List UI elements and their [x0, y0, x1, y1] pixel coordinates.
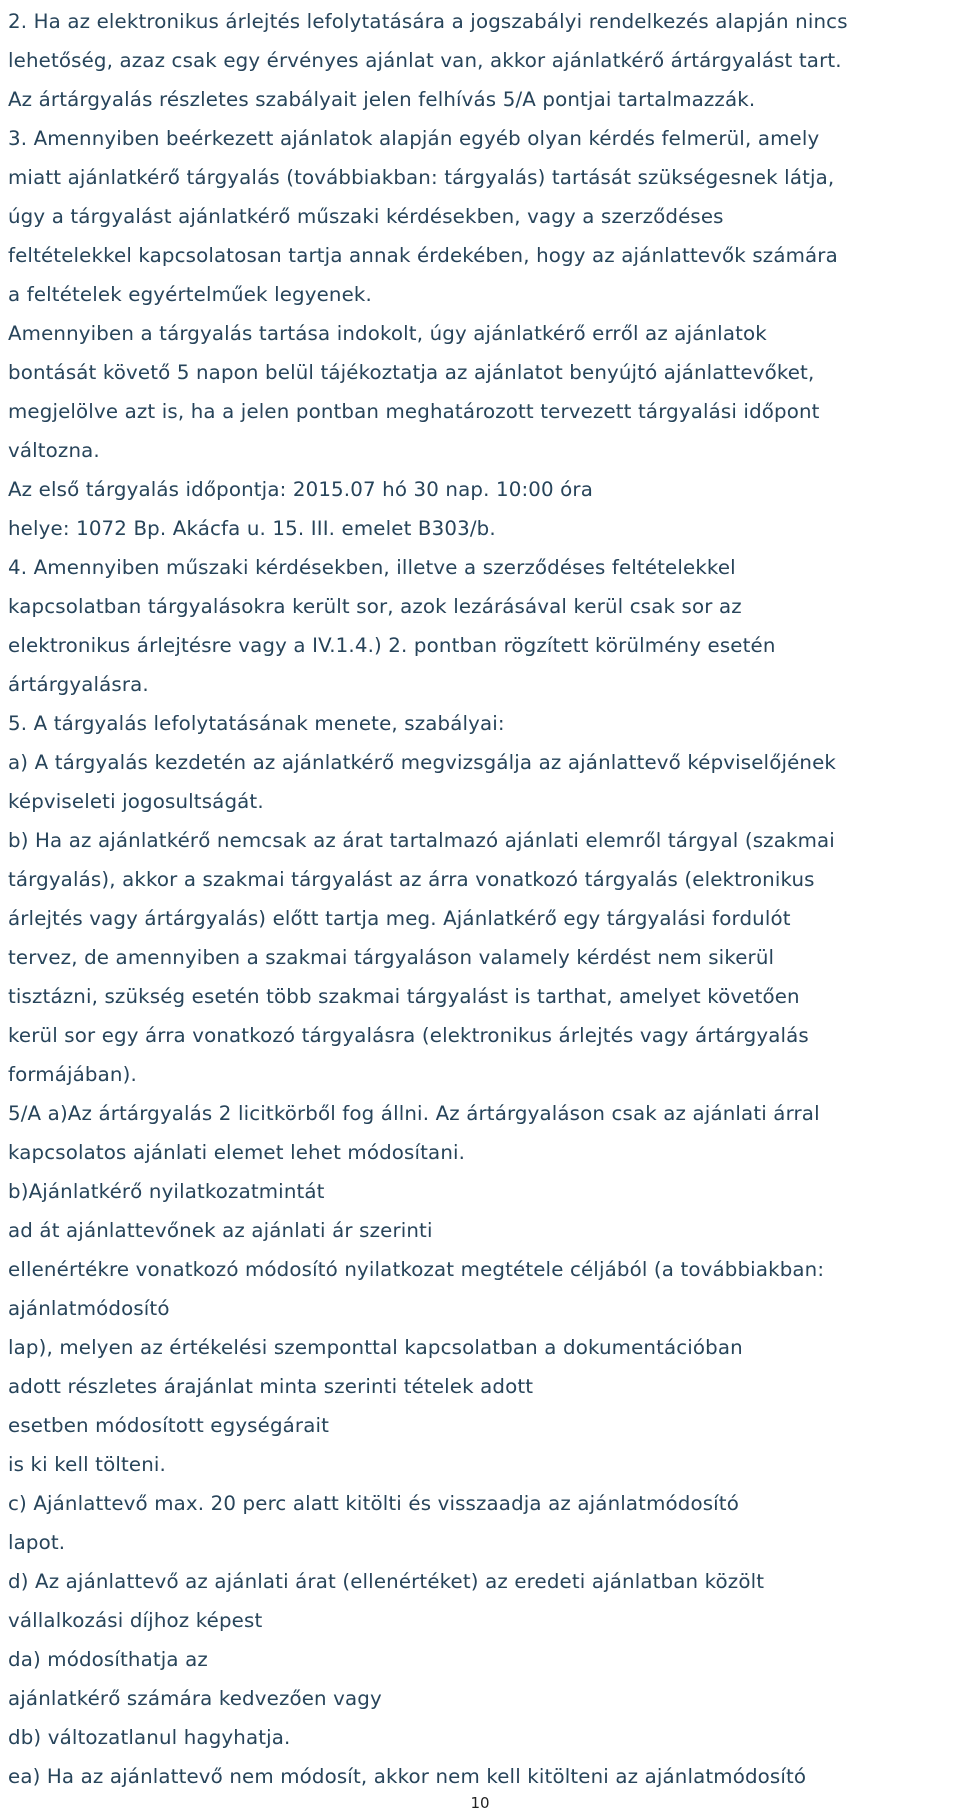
text-line: b) Ha az ajánlatkérő nemcsak az árat tartalmazó ajánlati elemről tárgyal (szakmai	[8, 829, 835, 852]
text-line: d) Az ajánlattevő az ajánlati árat (ellenértéket) az eredeti ajánlatban közölt	[8, 1570, 765, 1593]
text-line: c) Ajánlattevő max. 20 perc alatt kitölti és visszaadja az ajánlatmódosító	[8, 1492, 739, 1515]
text-line: tervez, de amennyiben a szakmai tárgyaláson valamely kérdést nem sikerül	[8, 946, 775, 969]
text-line: kerül sor egy árra vonatkozó tárgyalásra (elektronikus árlejtés vagy ártárgyalás	[8, 1024, 809, 1047]
text-line: 5/A a)Az ártárgyalás 2 licitkörből fog állni. Az ártárgyaláson csak az ajánlati árral	[8, 1102, 820, 1125]
text-line: Az ártárgyalás részletes szabályait jelen felhívás 5/A pontjai tartalmazzák.	[8, 88, 756, 111]
text-line: ajánlatkérő számára kedvezően vagy	[8, 1687, 382, 1710]
text-line: formájában).	[8, 1063, 137, 1086]
text-line: feltételekkel kapcsolatosan tartja annak érdekében, hogy az ajánlattevők számára	[8, 244, 838, 267]
text-line: ea) Ha az ajánlattevő nem módosít, akkor nem kell kitölteni az ajánlatmódosító	[8, 1765, 807, 1788]
text-line: ártárgyalásra.	[8, 673, 149, 696]
text-line: 2. Ha az elektronikus árlejtés lefolytatására a jogszabályi rendelkezés alapján nincs	[8, 10, 848, 33]
text-line: ad át ajánlattevőnek az ajánlati ár szerinti	[8, 1219, 433, 1242]
text-line: Az első tárgyalás időpontja: 2015.07 hó 30 nap. 10:00 óra	[8, 478, 593, 501]
text-line: ellenértékre vonatkozó módosító nyilatkozat megtétele céljából (a továbbiakban:	[8, 1258, 825, 1281]
text-line: képviseleti jogosultságát.	[8, 790, 264, 813]
text-line: a) A tárgyalás kezdetén az ajánlatkérő megvizsgálja az ajánlattevő képviselőjének	[8, 751, 837, 774]
text-line: 4. Amennyiben műszaki kérdésekben, illetve a szerződéses feltételekkel	[8, 556, 736, 579]
text-line: kapcsolatos ajánlati elemet lehet módosítani.	[8, 1141, 466, 1164]
text-line: tárgyalás), akkor a szakmai tárgyalást az árra vonatkozó tárgyalás (elektronikus	[8, 868, 815, 891]
text-line: 3. Amennyiben beérkezett ajánlatok alapján egyéb olyan kérdés felmerül, amely	[8, 127, 820, 150]
text-line: miatt ajánlatkérő tárgyalás (továbbiakban: tárgyalás) tartását szükségesnek látja,	[8, 166, 835, 189]
text-line: db) változatlanul hagyhatja.	[8, 1726, 291, 1749]
text-line: lap), melyen az értékelési szemponttal kapcsolatban a dokumentációban	[8, 1336, 743, 1359]
page-number: 10	[470, 1794, 490, 1812]
text-line: Amennyiben a tárgyalás tartása indokolt, úgy ajánlatkérő erről az ajánlatok	[8, 322, 767, 345]
text-line: megjelölve azt is, ha a jelen pontban meghatározott tervezett tárgyalási időpont	[8, 400, 820, 423]
text-line: lapot.	[8, 1531, 66, 1554]
text-line: b)Ajánlatkérő nyilatkozatmintát	[8, 1180, 325, 1203]
text-line: kapcsolatban tárgyalásokra került sor, azok lezárásával kerül csak sor az	[8, 595, 742, 618]
text-line: is ki kell tölteni.	[8, 1453, 166, 1476]
text-line: adott részletes árajánlat minta szerinti tételek adott	[8, 1375, 534, 1398]
text-line: ajánlatmódosító	[8, 1297, 170, 1320]
text-line: vállalkozási díjhoz képest	[8, 1609, 263, 1632]
text-line: árlejtés vagy ártárgyalás) előtt tartja meg. Ajánlatkérő egy tárgyalási fordulót	[8, 907, 791, 930]
text-line: a feltételek egyértelműek legyenek.	[8, 283, 372, 306]
document-body	[8, 2, 953, 1796]
text-line: tisztázni, szükség esetén több szakmai tárgyalást is tarthat, amelyet követően	[8, 985, 800, 1008]
text-line: úgy a tárgyalást ajánlatkérő műszaki kérdésekben, vagy a szerződéses	[8, 205, 724, 228]
text-line: helye: 1072 Bp. Akácfa u. 15. III. emelet B303/b.	[8, 517, 496, 540]
text-line: változna.	[8, 439, 100, 462]
text-line: da) módosíthatja az	[8, 1648, 208, 1671]
text-line: bontását követő 5 napon belül tájékoztatja az ajánlatot benyújtó ajánlattevőket,	[8, 361, 815, 384]
text-line: elektronikus árlejtésre vagy a IV.1.4.) 2. pontban rögzített körülmény esetén	[8, 634, 776, 657]
text-line: esetben módosított egységárait	[8, 1414, 330, 1437]
text-line: lehetőség, azaz csak egy érvényes ajánlat van, akkor ajánlatkérő ártárgyalást tart.	[8, 49, 842, 72]
text-line: 5. A tárgyalás lefolytatásának menete, szabályai:	[8, 712, 505, 735]
